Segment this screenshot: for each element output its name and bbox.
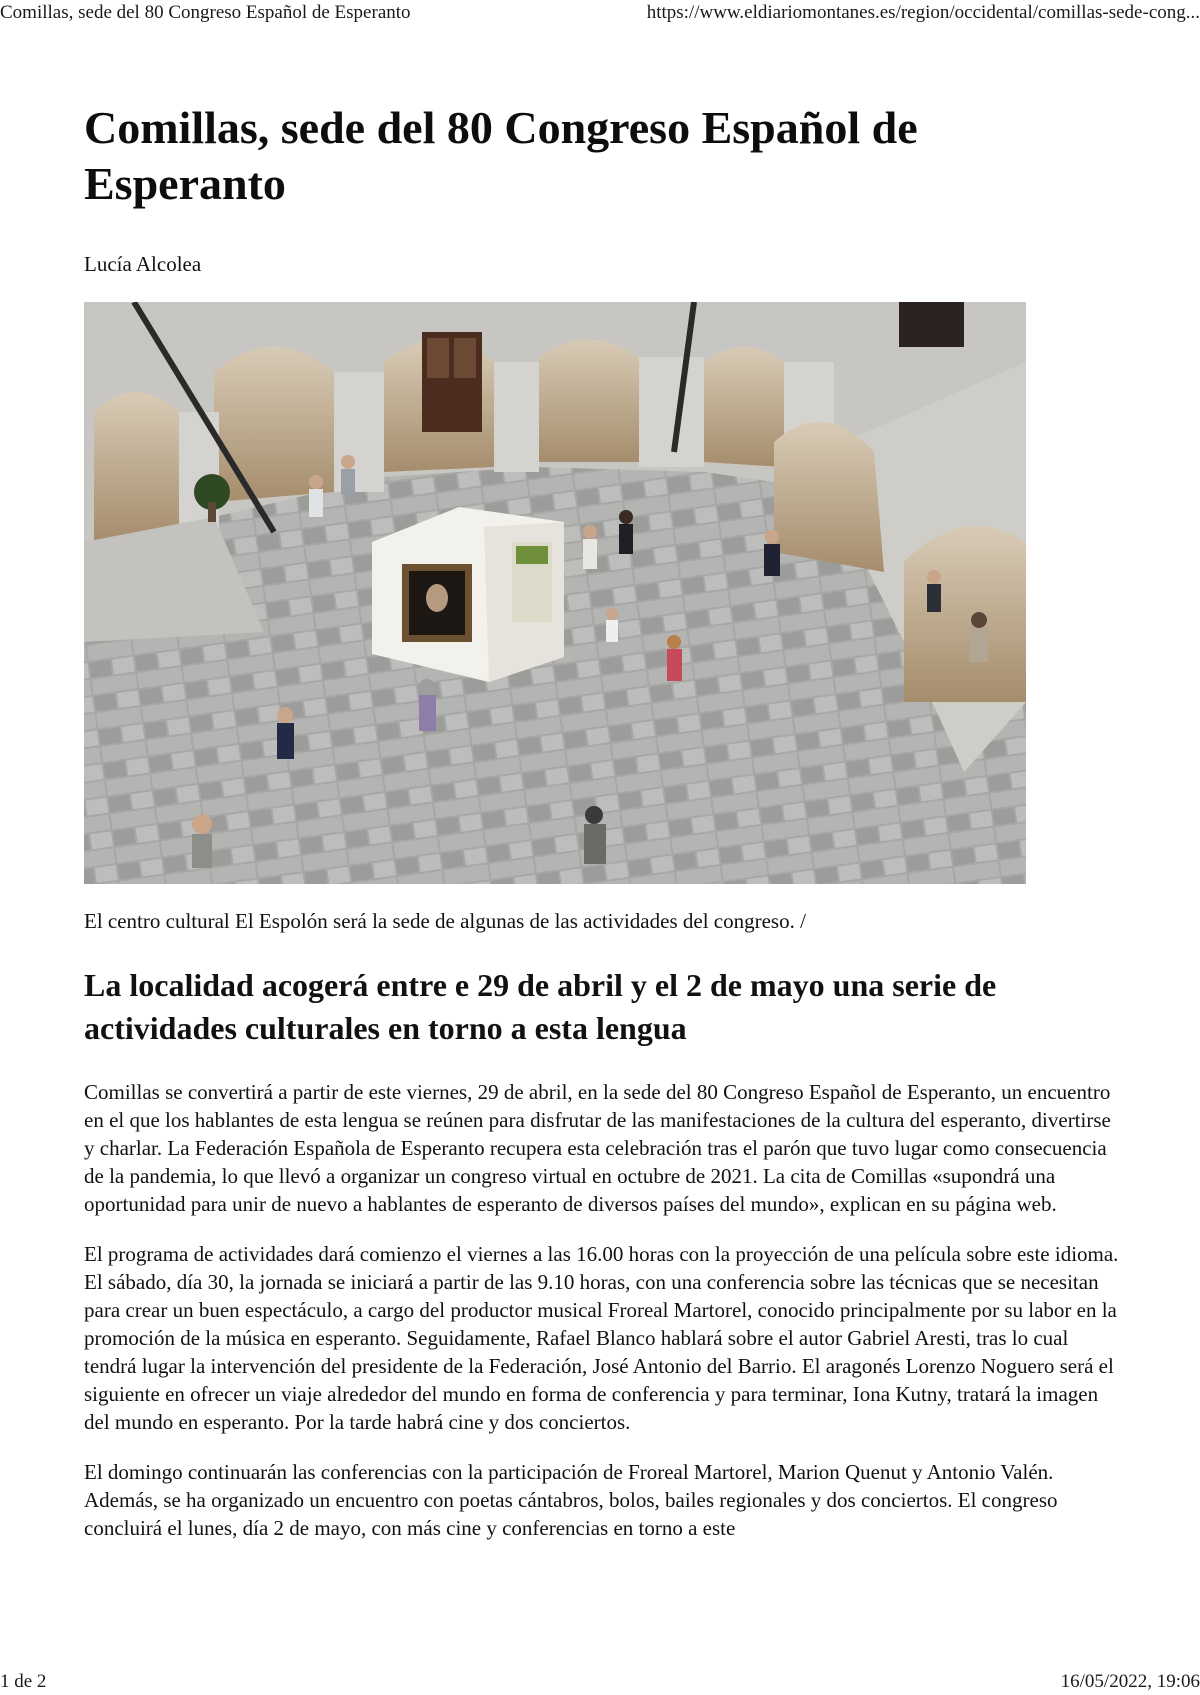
page-number: 1 de 2 <box>0 1671 47 1692</box>
photo-caption: El centro cultural El Espolón será la sede de algunas de las actividades del congreso. / <box>84 909 806 933</box>
article-headline: Comillas, sede del 80 Congreso Español de Esperanto <box>84 102 918 209</box>
print-header-title: Comillas, sede del 80 Congreso Español de Esperanto <box>0 2 411 23</box>
article-subheadline: La localidad acogerá entre e 29 de abril y el 2 de mayo una serie de actividades culturales en torno a esta lengua <box>84 967 997 1046</box>
article <box>84 100 1124 1540</box>
article-author: Lucía Alcolea <box>84 252 202 276</box>
article-body <box>84 1078 1124 1564</box>
print-footer <box>0 1669 1200 1695</box>
cloister-courtyard-illustration <box>84 302 1026 884</box>
article-paragraph-2: El programa de actividades dará comienzo el viernes a las 16.00 horas con la proyección de una película sobre este idioma. El sábado, día 30, la jornada se iniciará a partir de las 9.10 horas, con una conferencia sobre las técnicas que se necesitan para crear un buen espectáculo, a cargo del productor musical Froreal Martorel, conocido principalmente por su labor en la promoción de la música en esperanto. Seguidamente, Rafael Blanco hablará sobre el autor Gabriel Aresti, tras lo cual tendrá lugar la intervención del presidente de la Federación, José Antonio del Barrio. El aragonés Lorenzo Noguero será el siguiente en ofrecer un viaje alrededor del mundo en forma de conferencia y para terminar, Iona Kutny, tratará la imagen del mundo en esperanto. Por la tarde habrá cine y dos conciertos. <box>84 1242 1119 1434</box>
article-paragraph-1: Comillas se convertirá a partir de este viernes, 29 de abril, en la sede del 80 Congreso Español de Esperanto, un encuentro en el que los hablantes de esta lengua se reúnen para disfrutar de las manifestaciones de la cultura del esperanto, divertirse y charlar. La Federación Española de Esperanto recupera esta celebración tras el parón que tuvo lugar como consecuencia de la pandemia, lo que llevó a organizar un congreso virtual en octubre de 2021. La cita de Comillas «supondrá una oportunidad para unir de nuevo a hablantes de esperanto de diversos países del mundo», explican en su página web. <box>84 1080 1111 1216</box>
article-photo <box>84 302 1026 884</box>
article-paragraph-3: El domingo continuarán las conferencias con la participación de Froreal Martorel, Marion Quenut y Antonio Valén. Además, se ha organizado un encuentro con poetas cántabros, bolos, bailes regionales y dos conciertos. El congreso concluirá el lunes, día 2 de mayo, con más cine y conferencias en torno a este <box>84 1460 1058 1540</box>
print-header <box>0 0 1200 26</box>
print-header-url[interactable]: https://www.eldiariomontanes.es/region/occidental/comillas-sede-cong... <box>646 2 1200 23</box>
print-datetime: 16/05/2022, 19:06 <box>1060 1671 1200 1692</box>
